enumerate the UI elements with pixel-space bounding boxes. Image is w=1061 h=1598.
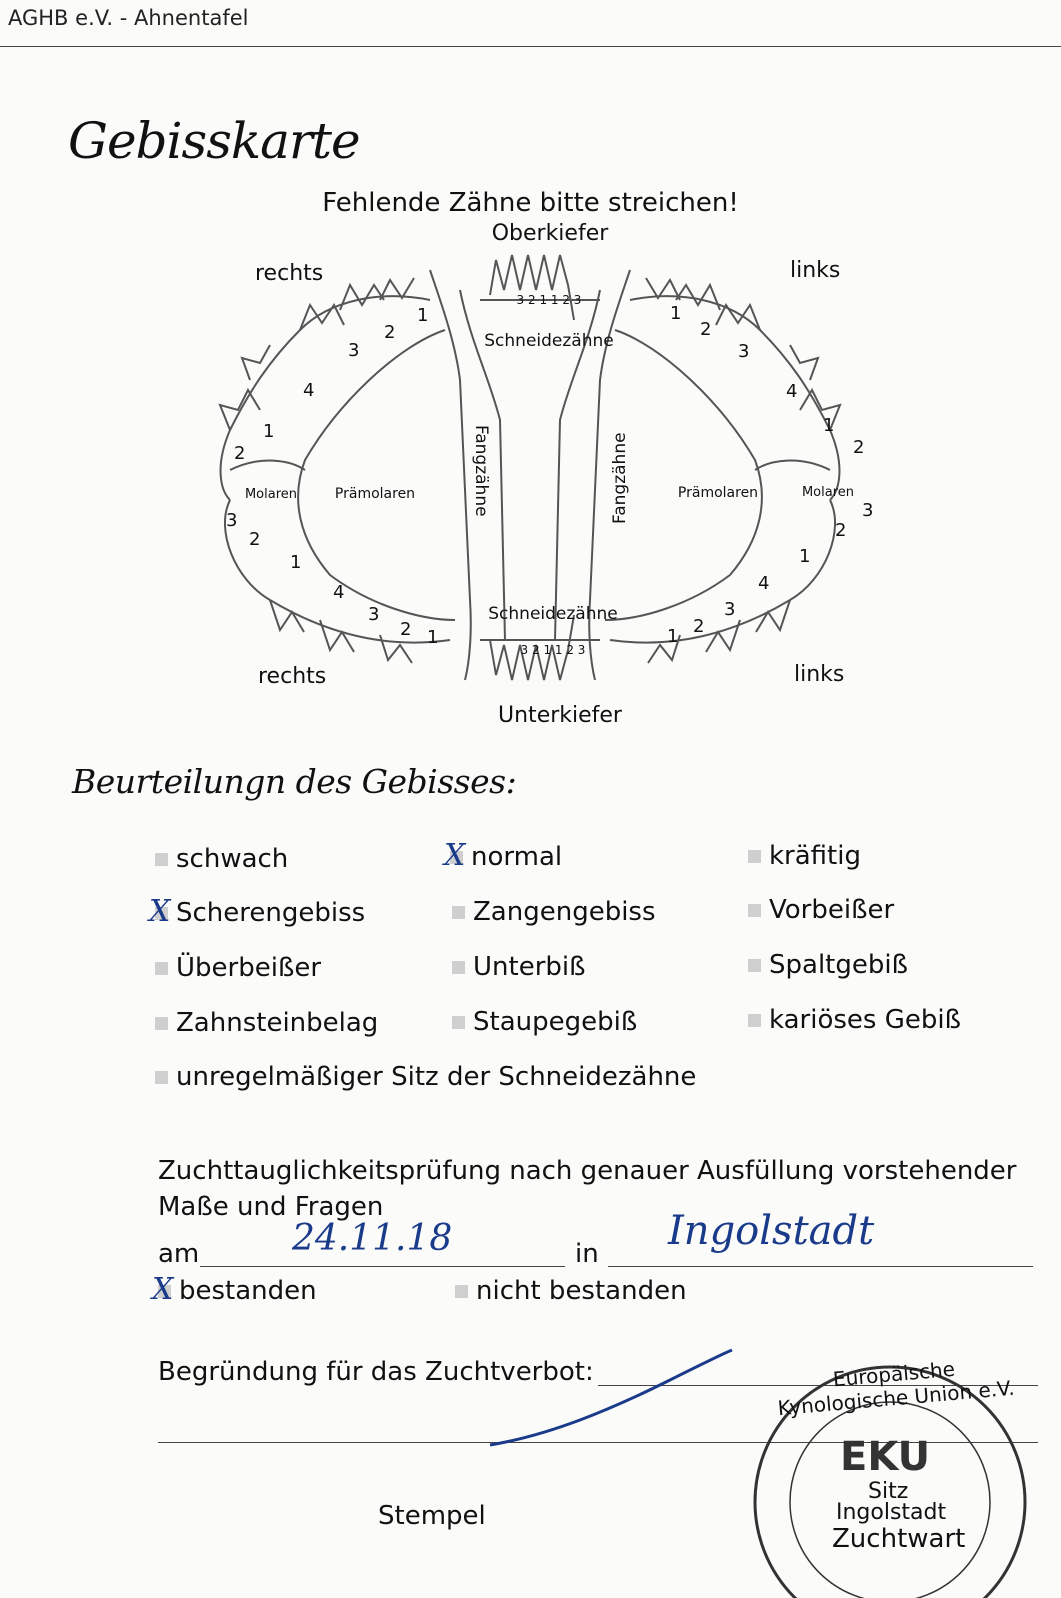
tooth-number: 1 [417, 305, 429, 326]
handwritten-strike-line [470, 1340, 750, 1460]
tooth-number: 3 [862, 500, 874, 521]
upper-incisor-numbers: 3 2 1 1 2 3 [516, 293, 582, 307]
inner-right-arch [298, 330, 455, 620]
tooth-number: 2 [835, 520, 847, 541]
side-label-links-bottom: links [794, 662, 845, 687]
option-label: Zahnsteinbelag [176, 1008, 379, 1038]
option-label: bestanden [179, 1276, 317, 1306]
tooth-number: 1 [427, 627, 439, 648]
dental-chart [0, 0, 1061, 760]
option-label: kariöses Gebiß [769, 1005, 961, 1035]
tooth-number: 4 [333, 582, 345, 603]
checkbox[interactable] [748, 959, 761, 972]
option-schwach[interactable] [155, 844, 288, 874]
canines-left-label: Fangzähne [610, 432, 630, 524]
option-label: Überbeißer [176, 953, 322, 983]
checkbox[interactable] [748, 850, 761, 863]
checkbox[interactable] [452, 1016, 465, 1029]
option-label: schwach [176, 844, 289, 874]
tooth-number: 1 [667, 626, 679, 647]
tooth-number: 2 [234, 443, 246, 464]
option-vorbeisser[interactable] [748, 895, 894, 925]
checkbox[interactable] [155, 962, 168, 975]
option-scherengebiss[interactable] [149, 894, 366, 929]
upper-jaw-label: Oberkiefer [491, 221, 609, 246]
option-zangengebiss[interactable] [452, 897, 656, 927]
option-label: Unterbiß [473, 952, 586, 982]
place-label: in [575, 1239, 599, 1269]
tooth-number: 4 [786, 381, 798, 402]
tooth-number: 2 [693, 616, 705, 637]
checkbox[interactable] [748, 904, 761, 917]
molars-left-label: Molaren [801, 485, 855, 500]
tooth-number: 3 [724, 599, 736, 620]
canines-right-label: Fangzähne [471, 425, 491, 517]
incisors-top-label: Schneidezähne [484, 331, 614, 351]
check-mark: X [149, 894, 171, 929]
stamp-label: Stempel [378, 1501, 486, 1531]
tooth-number: 3 [226, 510, 238, 531]
tooth-number: 2 [249, 529, 261, 550]
premolars-left-label: Prämolaren [677, 485, 759, 501]
lower-incisor-numbers: 3 2 1 1 2 3 [520, 643, 586, 657]
incisors-bottom-label: Schneidezähne [488, 604, 618, 624]
option-label: kräfitig [769, 841, 861, 871]
option-unregelmaessig[interactable] [155, 1062, 696, 1092]
option-unterbiss[interactable] [452, 952, 586, 982]
lower-left-arch [610, 500, 835, 643]
side-label-rechts-bottom: rechts [258, 664, 327, 689]
option-label: Spaltgebiß [769, 950, 908, 980]
tooth-number: 1 [799, 546, 811, 567]
place-field[interactable]: Ingolstadt [668, 1208, 875, 1254]
option-label: Staupegebiß [473, 1007, 638, 1037]
option-kraeftig[interactable] [748, 841, 861, 871]
stamp-logo: EKU [840, 1434, 931, 1480]
side-label-links-top: links [790, 258, 841, 283]
stamp-role: Zuchtwart [832, 1524, 966, 1554]
tooth-number: 4 [303, 380, 315, 401]
checkbox[interactable] [748, 1014, 761, 1027]
option-label: Vorbeißer [769, 895, 895, 925]
result-passed[interactable] [152, 1272, 317, 1307]
side-label-rechts-top: rechts [255, 261, 324, 286]
lower-jaw-label: Unterkiefer [498, 703, 622, 728]
assessment-heading: Beurteilungn des Gebisses: [72, 762, 517, 801]
tooth-number: 3 [348, 340, 360, 361]
tooth-number: 2 [853, 437, 865, 458]
tooth-number: 2 [700, 319, 712, 340]
option-label: Scherengebiss [176, 898, 366, 928]
stamp-seat: Sitz [868, 1479, 909, 1504]
tooth-number: 1 [823, 415, 835, 436]
page-title: Gebisskarte [68, 112, 360, 170]
checkbox[interactable] [455, 1285, 468, 1298]
premolars-right-label: Prämolaren [334, 486, 416, 502]
tooth-number: 3 [368, 604, 380, 625]
option-label: Zangengebiss [473, 897, 656, 927]
result-not-passed[interactable] [455, 1276, 687, 1306]
place-field-line [608, 1266, 1033, 1267]
checkbox[interactable] [155, 853, 168, 866]
tooth-number: 2 [400, 619, 412, 640]
option-zahnsteinbelag[interactable] [155, 1008, 378, 1038]
molars-right-label: Molaren [244, 487, 298, 502]
option-normal[interactable] [444, 838, 563, 873]
tooth-number: 3 [738, 341, 750, 362]
option-spaltgebiss[interactable] [748, 950, 908, 980]
checkbox[interactable] [452, 961, 465, 974]
stamp-city: Ingolstadt [836, 1500, 947, 1525]
date-field-line [200, 1266, 565, 1267]
tooth-number: 4 [758, 573, 770, 594]
document-header: AGHB e.V. - Ahnentafel [8, 6, 249, 30]
check-mark: X [444, 838, 466, 873]
option-ueberbeisser[interactable] [155, 953, 321, 983]
option-label: nicht bestanden [476, 1276, 687, 1306]
checkbox[interactable] [452, 906, 465, 919]
exam-sentence: Zuchttauglichkeitsprüfung nach genauer Ausfüllung vorstehender Maße und Fragen [158, 1156, 1017, 1222]
tooth-number: 1 [670, 303, 682, 324]
option-label: normal [471, 842, 563, 872]
official-stamp [750, 1342, 1040, 1598]
tooth-number: 2 [384, 322, 396, 343]
option-karioes[interactable] [748, 1005, 961, 1035]
tooth-number: 1 [290, 552, 302, 573]
stamp-ring-text: Europäische Kynologische Union e.V. [776, 1356, 1016, 1421]
check-mark: X [152, 1272, 174, 1307]
checkbox[interactable] [155, 1071, 168, 1084]
date-label: am [158, 1239, 200, 1269]
option-staupegebiss[interactable] [452, 1007, 637, 1037]
tooth-number: 1 [263, 421, 275, 442]
checkbox[interactable] [155, 1017, 168, 1030]
instruction-text: Fehlende Zähne bitte streichen! [322, 188, 739, 218]
date-field[interactable]: 24.11.18 [292, 1218, 453, 1259]
reason-label: Begründung für das Zuchtverbot: [158, 1357, 594, 1387]
option-label: unregelmäßiger Sitz der Schneidezähne [176, 1062, 697, 1092]
lower-right-arch [225, 500, 450, 643]
